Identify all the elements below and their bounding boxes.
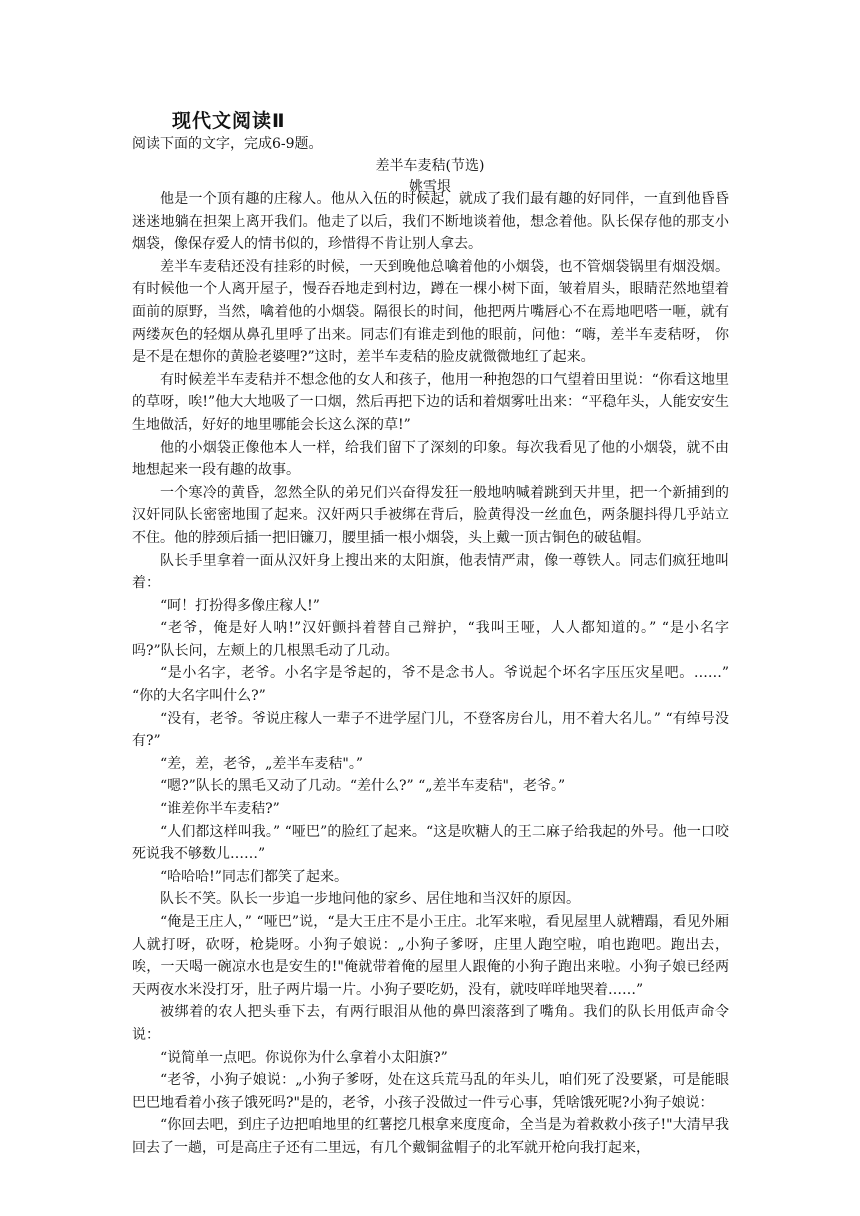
article-paragraph: 被绑着的农人把头垂下去，有两行眼泪从他的鼻凹滚落到了嘴角。我们的队长用低声命令说： [132,1004,729,1043]
article-paragraph: “老爷，俺是好人呐!”汉奸颤抖着替自己辩护，“我叫王哑，人人都知道的。” “是小名字吗?”队长问，左颊上的几根黑毛动了几动。 [132,620,729,659]
article-paragraph: “你回去吧，到庄子边把咱地里的红薯挖几根拿来度度命，全当是为着救救小孩子!"大清早我回去了一趟，可是高庄子还有二里远，有几个戴铜盆帽子的北军就开枪向我打起来， [132,1117,729,1156]
article-paragraph: “哈哈哈!”同志们都笑了起来。 [160,868,348,885]
article-paragraph: 差半车麦秸还没有挂彩的时候，一天到晚他总噙着他的小烟袋，也不管烟袋锅里有烟没烟。有时候他一个人离开屋子，慢吞吞地走到村边，蹲在一棵小树下面，皱着眉头，眼睛茫然地望着面前的原野，当然，噙着他的小烟袋。隔很长的时间，他把两片嘴唇心不在焉地吧嗒一咂，就有两缕灰色的轻烟从鼻孔里呼了出来。同志们有谁走到他的眼前，问他：“嗨，差半车麦秸呀， 你是不是在想你的黄脸老婆哩?”这时，差半车麦秸的脸皮就微微地红了起来。 [132,258,729,366]
section-heading: 现代文阅读Ⅱ [172,110,286,132]
reading-instruction: 阅读下面的文字，完成6-9题。 [132,136,323,152]
article-title: 差半车麦秸(节选) [375,158,485,174]
article-paragraph: “人们都这样叫我。” “哑巴”的脸红了起来。“这是吹糖人的王二麻子给我起的外号。他一口咬死说我不够数儿……” [132,823,729,863]
article-paragraph: 他的小烟袋正像他本人一样，给我们留下了深刻的印象。每次我看见了他的小烟袋，就不由地想起来一段有趣的故事。 [132,439,729,479]
article-paragraph: “嗯?”队长的黑毛又动了几动。“差什么?” “„差半车麦秸"，老爷。” [160,778,566,795]
article-paragraph: “没有，老爷。爷说庄稼人一辈子不进学屋门儿，不登客房台儿，用不着大名儿。” “有绰号没有?” [132,710,729,750]
article-paragraph: 他是一个顶有趣的庄稼人。他从入伍的时候起，就成了我们最有趣的好同伴，一直到他昏昏迷迷地躺在担架上离开我们。他走了以后，我们不断地谈着他，想念着他。队长保存他的那支小烟袋，像保存爱人的情书似的，珍惜得不肯让别人拿去。 [132,191,729,253]
article-paragraph: 队长手里拿着一面从汉奸身上搜出来的太阳旗，他表情严肃，像一尊铁人。同志们疯狂地叫着： [132,552,729,592]
article-paragraph: “俺是王庄人，” “哑巴”说，“是大王庄不是小王庄。北军来啦，看见屋里人就糟蹋，看见外厢人就打呀，砍呀，枪毙呀。小狗子娘说：„小狗子爹呀，庄里人跑空啦，咱也跑吧。跑出去， 唉，一天喝一碗凉水也是安生的!"俺就带着俺的屋里人跟俺的小狗子跑出来啦。小狗子娘已经两天两夜水米没打牙，肚子两片塌一片。小狗子要吃奶，没有，就吱咩咩地哭着……” [132,914,729,998]
article-paragraph: “差，差，老爷，„差半车麦秸"。” [160,755,364,772]
article-paragraph: “呵！打扮得多像庄稼人!” [160,597,320,614]
article-paragraph: 有时候差半车麦秸并不想念他的女人和孩子，他用一种抱怨的口气望着田里说：“你看这地里的草呀，唉!”他大大地吸了一口烟，然后再把下边的话和着烟雾吐出来：“平稳年头，人能安安生生地做活，好好的地里哪能会长这么深的草!” [132,371,729,433]
article-paragraph: “说简单一点吧。你说你为什么拿着小太阳旗?” [160,1049,448,1066]
article-body [132,188,729,1160]
article-paragraph: 一个寒冷的黄昏，忽然全队的弟兄们兴奋得发狂一般地呐喊着跳到天井里，把一个新捕到的汉奸同队长密密地围了起来。汉奸两只手被绑在背后，脸黄得没一丝血色，两条腿抖得几乎站立不住。他的脖颈后插一把旧镰刀，腰里插一根小烟袋，头上戴一顶古铜色的破毡帽。 [132,484,729,546]
article-author: 姚雪垠 [409,179,451,195]
article-paragraph: “老爷，小狗子娘说：„小狗子爹呀，处在这兵荒马乱的年头儿，咱们死了没要紧，可是能眼巴巴地看着小孩子饿死吗?"是的，老爷，小孩子没做过一件亏心事，凭啥饿死呢?小狗子娘说： [132,1072,729,1111]
article-paragraph: 队长不笑。队长一步追一步地问他的家乡、居住地和当汉奸的原因。 [160,891,580,908]
article-paragraph: “谁差你半车麦秸?” [160,801,280,818]
article-paragraph: “是小名字，老爷。小名字是爷起的，爷不是念书人。爷说起个坏名字压压灾星吧。……” “你的大名字叫什么?” [132,665,729,705]
